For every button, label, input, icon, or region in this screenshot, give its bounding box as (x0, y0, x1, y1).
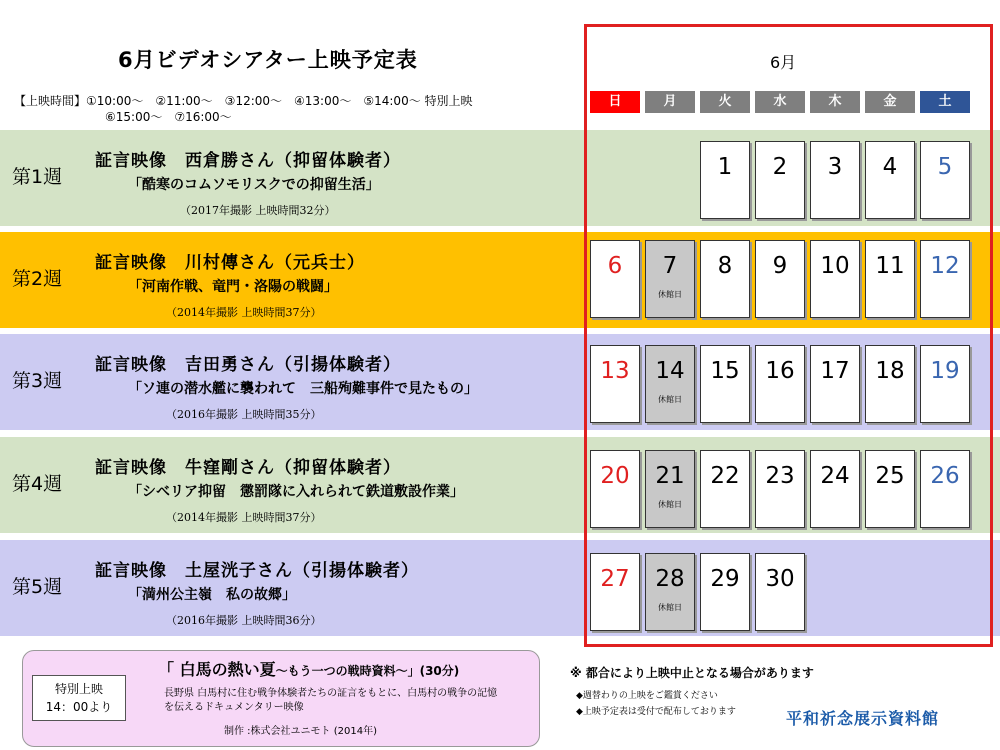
day-number: 27 (600, 566, 630, 592)
bullet-note: ◆上映予定表は受付で配布しております (576, 707, 736, 717)
special-title-end: 」(30分) (407, 664, 460, 678)
closed-day-label: 休館日 (658, 395, 682, 404)
calendar-day (920, 141, 970, 219)
day-number: 14 (655, 358, 685, 384)
calendar-day (920, 450, 970, 528)
week-note: （2016年撮影 上映時間35分） (166, 408, 322, 421)
calendar-day (700, 345, 750, 423)
special-screening-credit: 制作 :株式会社ユニモト (2014年) (224, 726, 377, 737)
day-number: 18 (875, 358, 905, 384)
week-note: （2014年撮影 上映時間37分） (166, 306, 322, 319)
calendar-day (755, 240, 805, 318)
calendar-day (645, 450, 695, 528)
day-number: 23 (765, 463, 795, 489)
week-heading: 証言映像 土屋洸子さん（引揚体験者） (95, 561, 419, 581)
week-subtitle: 「満州公主嶺 私の故郷」 (128, 587, 296, 603)
day-number: 2 (772, 154, 788, 180)
day-number: 3 (827, 154, 843, 180)
week-subtitle: 「河南作戦、竜門・洛陽の戦闘」 (128, 279, 338, 295)
screening-times (14, 93, 473, 125)
day-number: 8 (717, 253, 733, 279)
day-number: 19 (930, 358, 960, 384)
week-label: 第3週 (12, 370, 63, 392)
calendar-day (920, 345, 970, 423)
calendar-day (755, 450, 805, 528)
day-number: 5 (937, 154, 953, 180)
closed-day-label: 休館日 (658, 500, 682, 509)
special-title-sub: ～もう一つの戦時資料～ (275, 664, 408, 678)
day-number: 26 (930, 463, 960, 489)
weekday-header: 土 (920, 91, 970, 113)
calendar-day (590, 553, 640, 631)
calendar-day (865, 240, 915, 318)
calendar-day (645, 345, 695, 423)
day-number: 16 (765, 358, 795, 384)
special-screening-description: 長野県 白馬村に住む戦争体験者たちの証言をもとに、白馬村の戦争の記憶を伝えるドキュメンタリー映像 (164, 688, 498, 713)
closed-day-label: 休館日 (658, 603, 682, 612)
calendar-day (700, 141, 750, 219)
day-number: 1 (717, 154, 733, 180)
day-number: 12 (930, 253, 960, 279)
week-heading: 証言映像 牛窪剛さん（抑留体験者） (95, 458, 401, 478)
day-number: 13 (600, 358, 630, 384)
day-number: 15 (710, 358, 740, 384)
calendar-day (645, 553, 695, 631)
calendar-day (590, 345, 640, 423)
day-number: 6 (607, 253, 623, 279)
calendar-day (810, 240, 860, 318)
day-number: 20 (600, 463, 630, 489)
special-badge-label: 特別上映 (54, 682, 103, 696)
special-screening-title (158, 657, 459, 680)
week-heading: 証言映像 吉田勇さん（引揚体験者） (95, 355, 401, 375)
day-number: 10 (820, 253, 850, 279)
calendar-day (645, 240, 695, 318)
week-label: 第1週 (12, 166, 63, 188)
week-heading: 証言映像 西倉勝さん（抑留体験者） (95, 151, 401, 171)
screening-times-line1: 【上映時間】①10:00～ ②11:00～ ③12:00～ ④13:00～ ⑤14:00～ 特別上映 (14, 94, 473, 108)
calendar-day (700, 450, 750, 528)
day-number: 30 (765, 566, 795, 592)
calendar-day (810, 345, 860, 423)
day-number: 28 (655, 566, 685, 592)
day-number: 29 (710, 566, 740, 592)
calendar-day (590, 240, 640, 318)
calendar-day (865, 450, 915, 528)
calendar-day (755, 141, 805, 219)
day-number: 17 (820, 358, 850, 384)
day-number: 11 (875, 253, 905, 279)
special-badge-time: 14：00より (45, 700, 113, 714)
day-number: 24 (820, 463, 850, 489)
calendar-day (865, 345, 915, 423)
day-number: 7 (662, 253, 678, 279)
weekday-header: 火 (700, 91, 750, 113)
weekday-header: 水 (755, 91, 805, 113)
day-number: 22 (710, 463, 740, 489)
calendar-day (755, 553, 805, 631)
day-number: 25 (875, 463, 905, 489)
week-note: （2016年撮影 上映時間36分） (166, 614, 322, 627)
screening-times-line2: ⑥15:00～ ⑦16:00～ (105, 110, 232, 124)
week-label: 第5週 (12, 576, 63, 598)
weekday-header: 日 (590, 91, 640, 113)
calendar-day (810, 141, 860, 219)
calendar-day (865, 141, 915, 219)
closed-day-label: 休館日 (658, 290, 682, 299)
week-subtitle: 「酷寒のコムソモリスクでの抑留生活」 (128, 177, 380, 193)
special-title-main: 「 白馬の熱い夏 (158, 660, 276, 679)
cancellation-notice: ※ 都合により上映中止となる場合があります (570, 666, 814, 680)
week-label: 第2週 (12, 268, 63, 290)
week-subtitle: 「ソ連の潜水艦に襲われて 三船殉難事件で見たもの」 (128, 381, 478, 397)
calendar-day (590, 450, 640, 528)
special-screening-badge (32, 675, 126, 721)
day-number: 4 (882, 154, 898, 180)
weekday-header: 金 (865, 91, 915, 113)
week-note: （2017年撮影 上映時間32分） (180, 204, 336, 217)
calendar-day (700, 553, 750, 631)
calendar-month: 6月 (770, 53, 797, 72)
week-subtitle: 「シベリア抑留 懲罰隊に入れられて鉄道敷設作業」 (128, 484, 464, 500)
calendar-day (810, 450, 860, 528)
bullet-note: ◆週替わりの上映をご鑑賞ください (576, 691, 718, 701)
museum-name: 平和祈念展示資料館 (786, 709, 940, 728)
day-number: 9 (772, 253, 788, 279)
weekday-header: 月 (645, 91, 695, 113)
calendar-day (920, 240, 970, 318)
calendar-day (700, 240, 750, 318)
weekday-header: 木 (810, 91, 860, 113)
day-number: 21 (655, 463, 685, 489)
week-label: 第4週 (12, 473, 63, 495)
calendar-day (755, 345, 805, 423)
week-heading: 証言映像 川村傳さん（元兵士） (95, 253, 365, 273)
page-title: 6月ビデオシアター上映予定表 (118, 48, 418, 72)
week-note: （2014年撮影 上映時間37分） (166, 511, 322, 524)
